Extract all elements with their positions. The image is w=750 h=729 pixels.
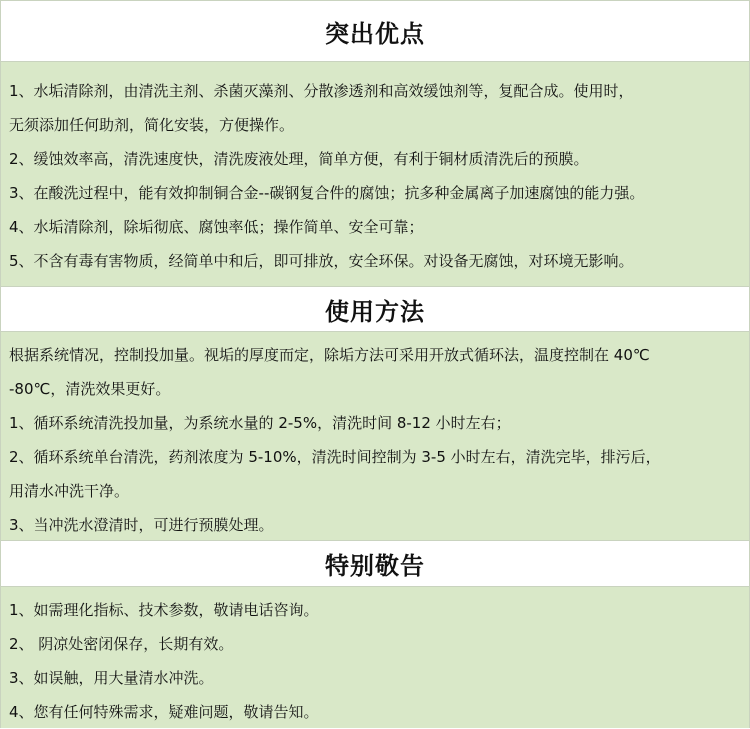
usage-line: 3、当冲洗水澄清时，可进行预膜处理。 bbox=[9, 516, 274, 534]
warning-line: 4、您有任何特殊需求，疑难问题，敬请告知。 bbox=[9, 703, 319, 721]
advantages-line: 1、水垢清除剂，由清洗主剂、杀菌灭藻剂、分散渗透剂和高效缓蚀剂等，复配合成。使用时， bbox=[9, 82, 634, 100]
section-body-warning bbox=[0, 587, 750, 728]
usage-line: 2、循环系统单台清洗，药剂浓度为 5-10%，清洗时间控制为 3-5 小时左右，清洗完毕，排污后， bbox=[9, 448, 661, 466]
warning-line: 1、如需理化指标、技术参数，敬请电话咨询。 bbox=[9, 601, 319, 619]
usage-line: -80℃，清洗效果更好。 bbox=[9, 380, 171, 398]
advantages-line: 2、缓蚀效率高，清洗速度快，清洗废液处理，简单方便，有利于铜材质清洗后的预膜。 bbox=[9, 150, 589, 168]
advantages-line: 3、在酸洗过程中，能有效抑制铜合金--碳钢复合件的腐蚀；抗多种金属离子加速腐蚀的能力强。 bbox=[9, 184, 645, 202]
usage-line: 根据系统情况，控制投加量。视垢的厚度而定，除垢方法可采用开放式循环法，温度控制在 40℃ bbox=[9, 346, 650, 364]
section-title-advantages: 突出优点 bbox=[0, 0, 750, 62]
advantages-line: 无须添加任何助剂，简化安装，方便操作。 bbox=[9, 116, 295, 134]
usage-line: 1、循环系统清洗投加量，为系统水量的 2-5%，清洗时间 8-12 小时左右； bbox=[9, 414, 511, 432]
warning-line: 3、如误触，用大量清水冲洗。 bbox=[9, 669, 214, 687]
section-body-advantages bbox=[0, 62, 750, 286]
advantages-line: 5、不含有毒有害物质，经简单中和后，即可排放，安全环保。对设备无腐蚀，对环境无影响。 bbox=[9, 252, 634, 270]
section-title-warning: 特别敬告 bbox=[0, 540, 750, 587]
warning-line: 2、 阴凉处密闭保存，长期有效。 bbox=[9, 635, 234, 653]
usage-line: 用清水冲洗干净。 bbox=[9, 482, 130, 500]
section-body-usage bbox=[0, 332, 750, 540]
advantages-line: 4、水垢清除剂，除垢彻底、腐蚀率低；操作简单、安全可靠； bbox=[9, 218, 424, 236]
section-title-usage: 使用方法 bbox=[0, 286, 750, 332]
